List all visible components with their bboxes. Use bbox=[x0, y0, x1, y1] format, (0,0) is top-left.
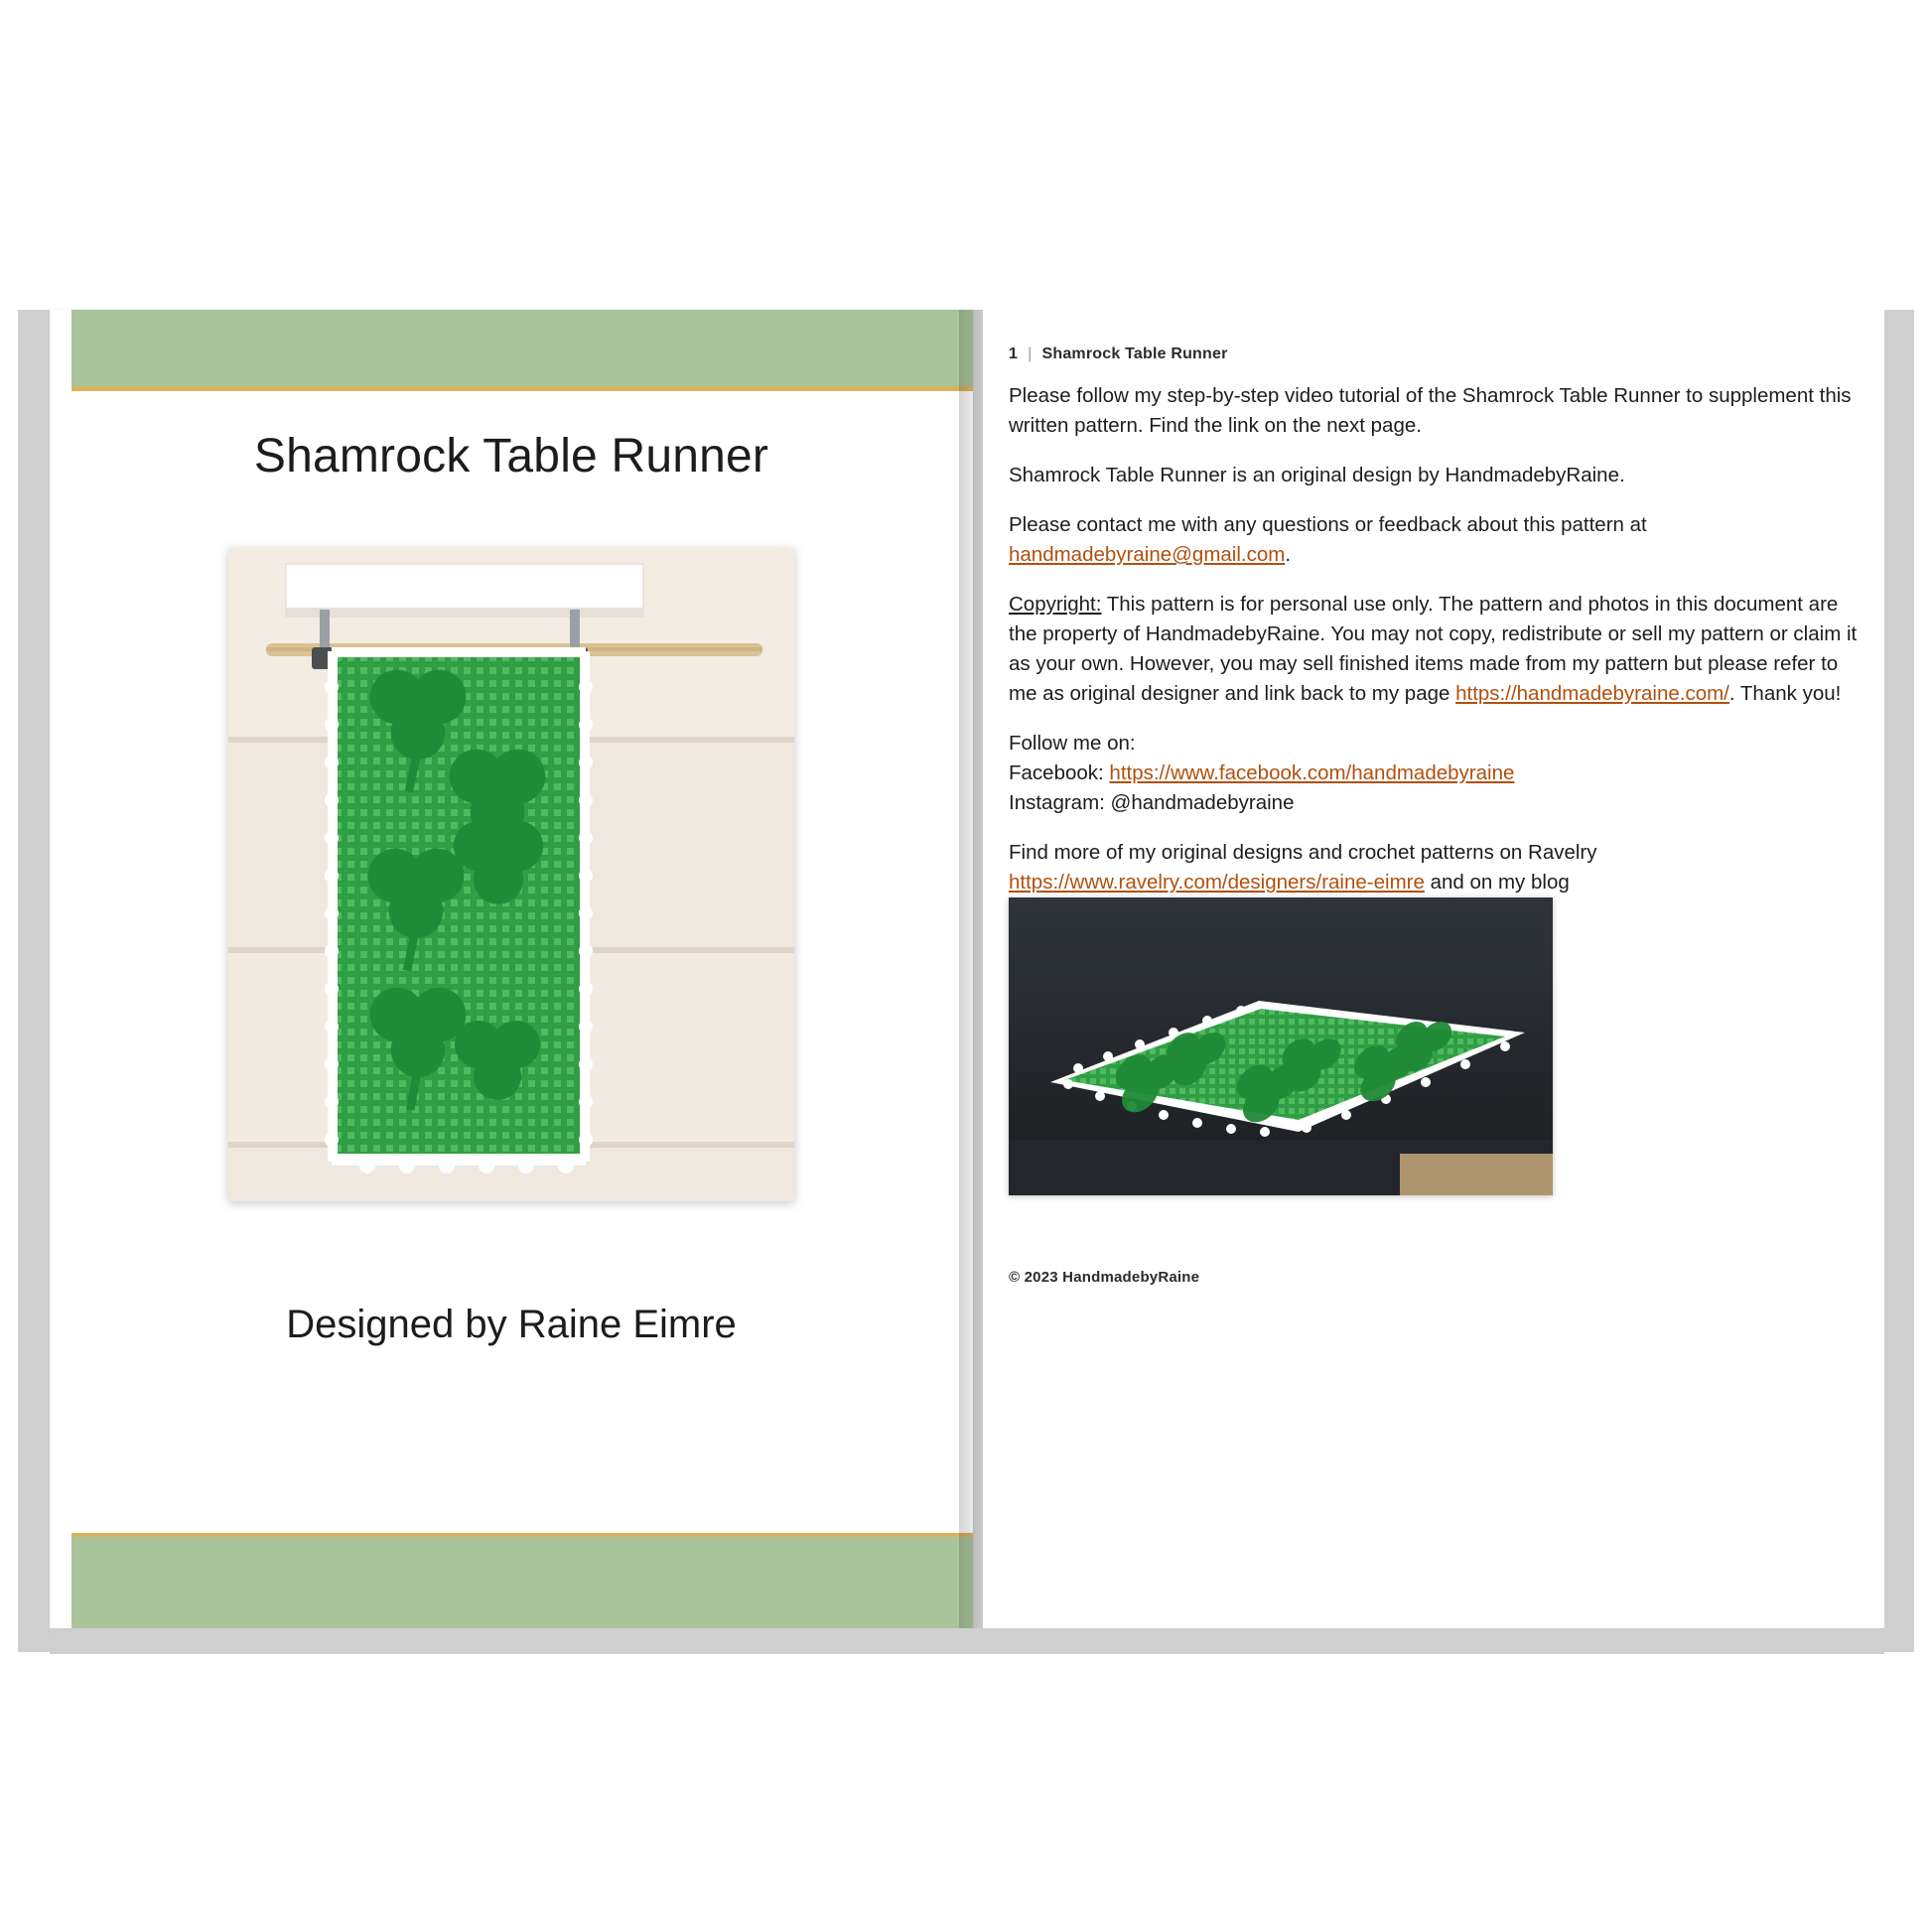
contact-text-before: Please contact me with any questions or feedback about this pattern at bbox=[1009, 513, 1647, 536]
paragraph-follow bbox=[1009, 729, 1863, 818]
facebook-link[interactable]: https://www.facebook.com/handmadebyraine bbox=[1109, 761, 1515, 784]
email-link[interactable]: handmadebyraine@gmail.com bbox=[1009, 543, 1286, 566]
content-page bbox=[983, 310, 1884, 1634]
instagram-line: Instagram: @handmadebyraine bbox=[1009, 791, 1295, 814]
page-title: Shamrock Table Runner bbox=[253, 430, 769, 483]
copyright-thanks: . Thank you! bbox=[1728, 682, 1842, 705]
cover-top-band bbox=[71, 310, 973, 387]
runner-photo-image bbox=[1009, 897, 1553, 1195]
copyright-label: Copyright: bbox=[1009, 593, 1102, 616]
paragraph-copyright bbox=[1009, 590, 1863, 709]
cover-photo-image bbox=[228, 548, 794, 1201]
facebook-label: Facebook: bbox=[1009, 761, 1110, 784]
paragraph-original-design: Shamrock Table Runner is an original design by HandmadebyRaine. bbox=[1009, 464, 1625, 486]
paragraph-tutorial: Please follow my step-by-step video tutorial of the Shamrock Table Runner to supplement this written pattern. Find the link on the next page. bbox=[1009, 384, 1852, 437]
running-head-title: Shamrock Table Runner bbox=[1041, 345, 1228, 362]
runner-photo bbox=[1009, 897, 1553, 1195]
contact-text-after: . bbox=[1285, 543, 1292, 566]
cover-page bbox=[50, 310, 973, 1634]
running-head bbox=[1009, 345, 1228, 363]
book-spread bbox=[18, 310, 1914, 1652]
page-bottom-edge bbox=[50, 1628, 1884, 1654]
cover-photo bbox=[228, 548, 794, 1201]
paragraph-contact bbox=[1009, 510, 1863, 570]
page-number: 1 bbox=[1009, 345, 1019, 362]
cover-bottom-band bbox=[71, 1537, 973, 1634]
follow-label: Follow me on: bbox=[1009, 732, 1136, 755]
blog-intro: and on my blog bbox=[1424, 871, 1570, 894]
copyright-text: This pattern is for personal use only. The pattern and photos in this document are the property of HandmadebyRaine. You may not copy, redistribute or sell my pattern or claim it as your own. However, you may sell finished items made from my pattern but please refer to me as original designer and link back to my page bbox=[1009, 593, 1858, 705]
cover-byline: Designed by Raine Eimre bbox=[286, 1303, 737, 1346]
page-footer: © 2023 HandmadebyRaine bbox=[1009, 1269, 1200, 1286]
header-divider: | bbox=[1028, 345, 1033, 362]
book-spine-shadow bbox=[959, 310, 985, 1634]
ravelry-link[interactable]: https://www.ravelry.com/designers/raine-eimre bbox=[1009, 871, 1425, 894]
ravelry-intro: Find more of my original designs and crochet patterns on Ravelry bbox=[1009, 841, 1597, 864]
page-body bbox=[1009, 381, 1863, 947]
website-link[interactable]: https://handmadebyraine.com/ bbox=[1455, 682, 1729, 705]
